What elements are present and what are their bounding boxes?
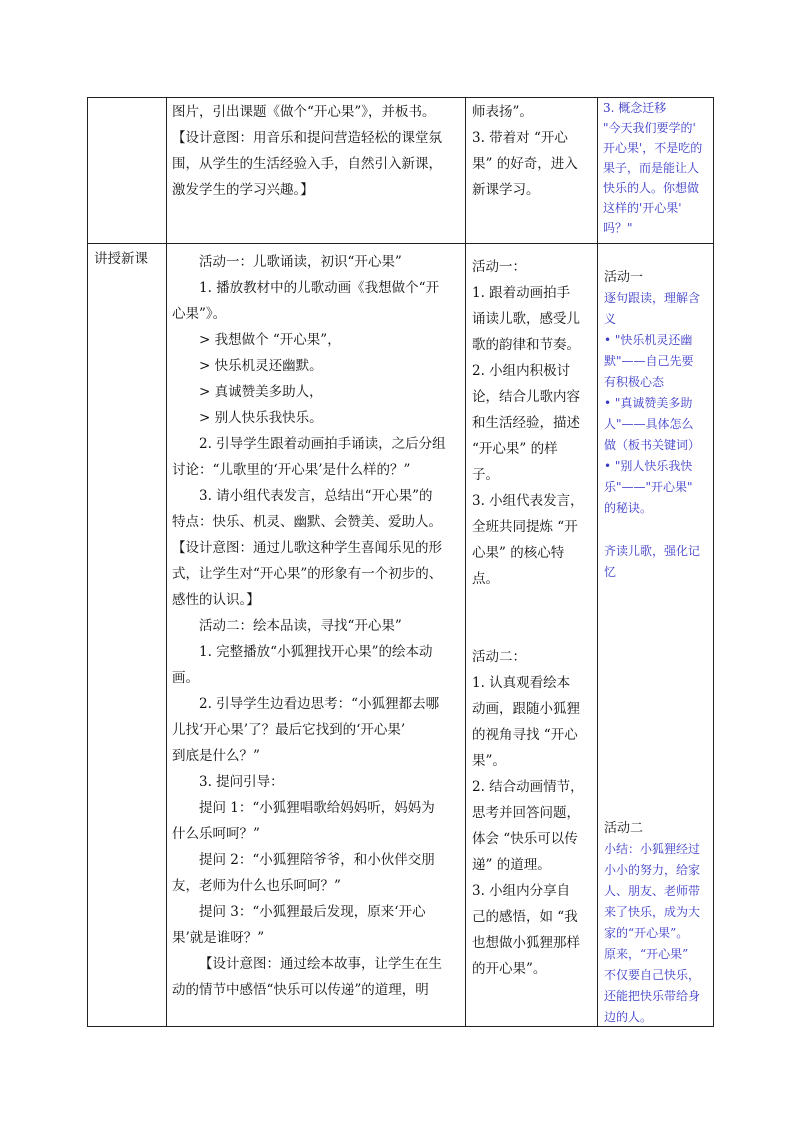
note-line: 这样的'开心果' bbox=[603, 201, 682, 215]
note-line: 忆 bbox=[604, 565, 617, 579]
col-border-3 bbox=[597, 97, 598, 1027]
poem-line: > 我想做个 “开心果”， bbox=[199, 332, 341, 348]
text-line: 激发学生的学习兴趣。】 bbox=[172, 182, 314, 198]
teacher-activity-cell bbox=[172, 249, 464, 1003]
text-line: 果” 的好奇，进入 bbox=[472, 156, 578, 172]
activity-title: 活动二：绘本品读，寻找“开心果” bbox=[199, 618, 402, 634]
note-line: 齐读儿歌，强化记 bbox=[604, 544, 701, 558]
row1-content-cell bbox=[172, 99, 464, 203]
text-line: 3. 小组代表发言， bbox=[472, 493, 584, 509]
text-line: 和生活经验，描述 bbox=[472, 415, 580, 431]
notes-activity-title: 活动二 bbox=[604, 821, 644, 836]
text-line: 递” 的道理。 bbox=[472, 857, 551, 873]
text-line: 思考并回答问题， bbox=[472, 805, 580, 821]
activity-title: 活动一： bbox=[472, 259, 526, 275]
text-line: 体会 “快乐可以传 bbox=[472, 831, 578, 847]
note-line: 家的“开心果”。 bbox=[604, 926, 689, 940]
text-line: 1. 认真观看绘本 bbox=[472, 675, 571, 691]
design-intent: 【设计意图：通过绘本故事，让学生在生 bbox=[199, 956, 442, 972]
text-line: 的开心果”。 bbox=[472, 961, 547, 977]
note-line: 来了快乐，成为大 bbox=[604, 905, 701, 919]
col-border-1 bbox=[166, 97, 167, 1027]
col-border-left bbox=[87, 97, 88, 1027]
activity-title: 活动一：儿歌诵读，初识“开心果” bbox=[199, 254, 402, 270]
note-line: 逐句跟读，理解含 bbox=[604, 291, 701, 305]
row-divider bbox=[87, 243, 713, 244]
text-line: 特点：快乐、机灵、幽默、会赞美、爱助人。 bbox=[172, 514, 442, 530]
text-line: 歌的韵律和节奏。 bbox=[472, 337, 580, 353]
text-line: 1. 完整播放“小狐狸找开心果”的绘本动 bbox=[199, 644, 433, 660]
text-line: 全班共同提炼 “开 bbox=[472, 519, 578, 535]
text-line: 3. 带着对 “开心 bbox=[472, 130, 568, 146]
text-line: 1. 播放教材中的儿歌动画《我想做个“开 bbox=[199, 280, 440, 296]
note-line: 开心果'，不是吃的 bbox=[603, 141, 703, 155]
note-line: 义 bbox=[604, 312, 617, 326]
text-line: 2. 小组内积极讨 bbox=[472, 363, 571, 379]
text-line: 儿找‘开心果’了？最后它找到的‘开心果’ bbox=[172, 722, 406, 738]
text-line: 点。 bbox=[472, 571, 499, 587]
note-line: 人"——具体怎么 bbox=[604, 417, 694, 431]
note-line: 小小的努力，给家 bbox=[604, 863, 701, 877]
question-line: 果’就是谁呀？” bbox=[172, 930, 265, 946]
row1-notes-cell bbox=[603, 98, 711, 238]
poem-line: > 别人快乐我快乐。 bbox=[199, 410, 323, 426]
poem-line: > 真诚赞美多助人， bbox=[199, 384, 323, 400]
note-line: 人、朋友、老师带 bbox=[604, 884, 701, 898]
text-line: 3. 小组内分享自 bbox=[472, 883, 571, 899]
design-intent: 感性的认识。】 bbox=[172, 592, 260, 608]
note-line: 快乐的人。你想做 bbox=[603, 181, 700, 195]
text-line: 画。 bbox=[172, 670, 199, 686]
text-line: 的视角寻找 “开心 bbox=[472, 727, 578, 743]
note-line: 的秘诀。 bbox=[604, 501, 653, 515]
note-line: 有积极心态 bbox=[604, 375, 665, 389]
note-line: 吗？" bbox=[603, 221, 633, 235]
note-line: 果子，而是能让人 bbox=[603, 161, 700, 175]
note-line: 原来，“开心果” bbox=[604, 947, 689, 961]
text-line: 新课学习。 bbox=[472, 182, 540, 198]
text-line: “开心果” 的样 bbox=[472, 441, 558, 457]
question-line: 提问 1：“小狐狸唱歌给妈妈听，妈妈为 bbox=[199, 800, 435, 816]
question-line: 什么乐呵呵？” bbox=[172, 826, 260, 842]
text-line: 1. 跟着动画拍手 bbox=[472, 285, 571, 301]
text-line: 2. 结合动画情节， bbox=[472, 779, 584, 795]
text-line: 子。 bbox=[472, 467, 499, 483]
text-line: 动画，跟随小狐狸 bbox=[472, 701, 580, 717]
text-line: 3. 提问引导： bbox=[199, 774, 284, 790]
note-line: • "别人快乐我快 bbox=[604, 459, 693, 473]
text-line: 果”。 bbox=[472, 753, 506, 769]
question-line: 友，老师为什么也乐呵呵？” bbox=[172, 878, 341, 894]
text-line: 到底是什么？” bbox=[172, 748, 260, 764]
note-line: "今天我们要学的' bbox=[603, 121, 696, 135]
note-line: 默"——自己先要 bbox=[604, 354, 694, 368]
note-line: 乐"——"开心果" bbox=[604, 480, 693, 494]
col-border-2 bbox=[465, 97, 466, 1027]
design-intent: 【设计意图：通过儿歌这种学生喜闻乐见的形 bbox=[172, 540, 442, 556]
student-activity-cell bbox=[472, 254, 596, 982]
note-line: 边的人。 bbox=[604, 1010, 653, 1024]
note-line: 不仅要自己快乐， bbox=[604, 968, 701, 982]
design-intent: 式，让学生对“开心果”的形象有一个初步的、 bbox=[172, 566, 443, 582]
text-line: 【设计意图：用音乐和提问营造轻松的课堂氛 bbox=[172, 130, 442, 146]
text-line: 图片，引出课题《做个“开心果”》，并板书。 bbox=[172, 104, 436, 120]
activity-title: 活动二： bbox=[472, 649, 526, 665]
notes-cell bbox=[604, 267, 712, 1028]
note-line: 还能把快乐带给身 bbox=[604, 989, 701, 1003]
note-line: • "真诚赞美多助 bbox=[604, 396, 693, 410]
text-line: 2. 引导学生边看边思考：“小狐狸都去哪 bbox=[199, 696, 440, 712]
note-line: 小结：小狐狸经过 bbox=[604, 842, 701, 856]
text-line: 2. 引导学生跟着动画拍手诵读，之后分组 bbox=[199, 436, 446, 452]
question-line: 提问 2：“小狐狸陪爷爷，和小伙伴交朋 bbox=[199, 852, 435, 868]
text-line: 心果”》。 bbox=[172, 306, 227, 322]
text-line: 心果” 的核心特 bbox=[472, 545, 565, 561]
poem-line: > 快乐机灵还幽默。 bbox=[199, 358, 323, 374]
text-line: 师表扬”。 bbox=[472, 104, 533, 120]
design-intent: 动的情节中感悟“快乐可以传递”的道理，明 bbox=[172, 982, 429, 998]
note-line: 3. 概念迁移 bbox=[603, 101, 667, 115]
notes-activity-title: 活动一 bbox=[604, 270, 644, 285]
text-line: 己的感悟，如 “我 bbox=[472, 909, 578, 925]
text-line: 诵读儿歌，感受儿 bbox=[472, 311, 580, 327]
note-line: • "快乐机灵还幽 bbox=[604, 333, 693, 347]
row1-student-cell bbox=[472, 99, 596, 203]
section-label-cell bbox=[94, 246, 166, 272]
section-label: 讲授新课 bbox=[94, 251, 148, 267]
text-line: 围，从学生的生活经验入手，自然引入新课， bbox=[172, 156, 442, 172]
text-line: 3. 请小组代表发言，总结出“开心果”的 bbox=[199, 488, 433, 504]
note-line: 做（板书关键词） bbox=[604, 438, 701, 452]
text-line: 讨论：“儿歌里的‘开心果’是什么样的？” bbox=[172, 462, 411, 478]
text-line: 论，结合儿歌内容 bbox=[472, 389, 580, 405]
question-line: 提问 3：“小狐狸最后发现，原来‘开心 bbox=[199, 904, 426, 920]
col-border-right bbox=[713, 97, 714, 1027]
text-line: 也想做小狐狸那样 bbox=[472, 935, 580, 951]
